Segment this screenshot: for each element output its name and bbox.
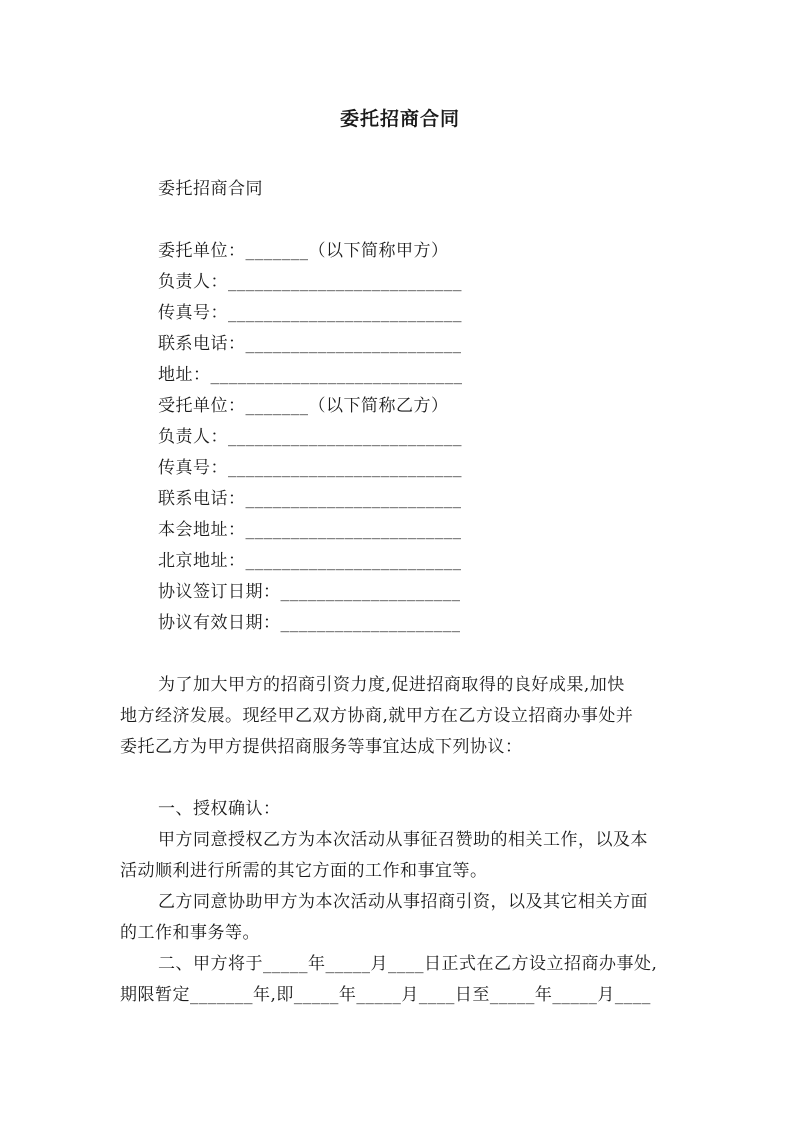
field-fax-a: 传真号：__________________________: [158, 303, 462, 323]
intro-line-2: 地方经济发展。现经甲乙双方协商,就甲方在乙方设立招商办事处并: [120, 706, 634, 726]
field-local-address: 本会地址：________________________: [158, 520, 462, 540]
document-title: 委托招商合同: [339, 108, 460, 130]
document-subtitle: 委托招商合同: [158, 179, 263, 199]
intro-line-3: 委托乙方为甲方提供招商服务等事宜达成下列协议：: [120, 737, 523, 757]
field-phone-a: 联系电话：________________________: [158, 334, 462, 354]
section1-p1-line2: 活动顺利进行所需的其它方面的工作和事宜等。: [120, 861, 488, 881]
section1-p2-line2: 的工作和事务等。: [120, 923, 260, 943]
field-person-in-charge-b: 负责人：__________________________: [158, 427, 462, 447]
intro-line-1: 为了加大甲方的招商引资力度,促进招商取得的良好成果,加快: [158, 675, 625, 695]
field-address-a: 地址：____________________________: [158, 365, 463, 385]
field-signing-date: 协议签订日期：____________________: [158, 582, 461, 602]
field-valid-date: 协议有效日期：____________________: [158, 613, 461, 633]
field-phone-b: 联系电话：________________________: [158, 489, 462, 509]
field-person-in-charge-a: 负责人：__________________________: [158, 272, 462, 292]
section2-line1: 二、甲方将于_____年_____月____日正式在乙方设立招商办事处,: [158, 954, 658, 974]
section1-p1-line1: 甲方同意授权乙方为本次活动从事征召赞助的相关工作，以及本: [158, 830, 648, 850]
field-beijing-address: 北京地址：________________________: [158, 551, 462, 571]
section2-line2: 期限暂定_______年,即_____年_____月____日至_____年_____月____: [120, 985, 651, 1005]
section1-heading: 一、授权确认：: [158, 799, 281, 819]
field-entrusting-unit: 委托单位：_______（以下简称甲方）: [158, 241, 449, 261]
section1-p2-line1: 乙方同意协助甲方为本次活动从事招商引资，以及其它相关方面: [158, 892, 648, 912]
field-entrusted-unit: 受托单位：_______（以下简称乙方）: [158, 396, 449, 416]
field-fax-b: 传真号：__________________________: [158, 458, 462, 478]
